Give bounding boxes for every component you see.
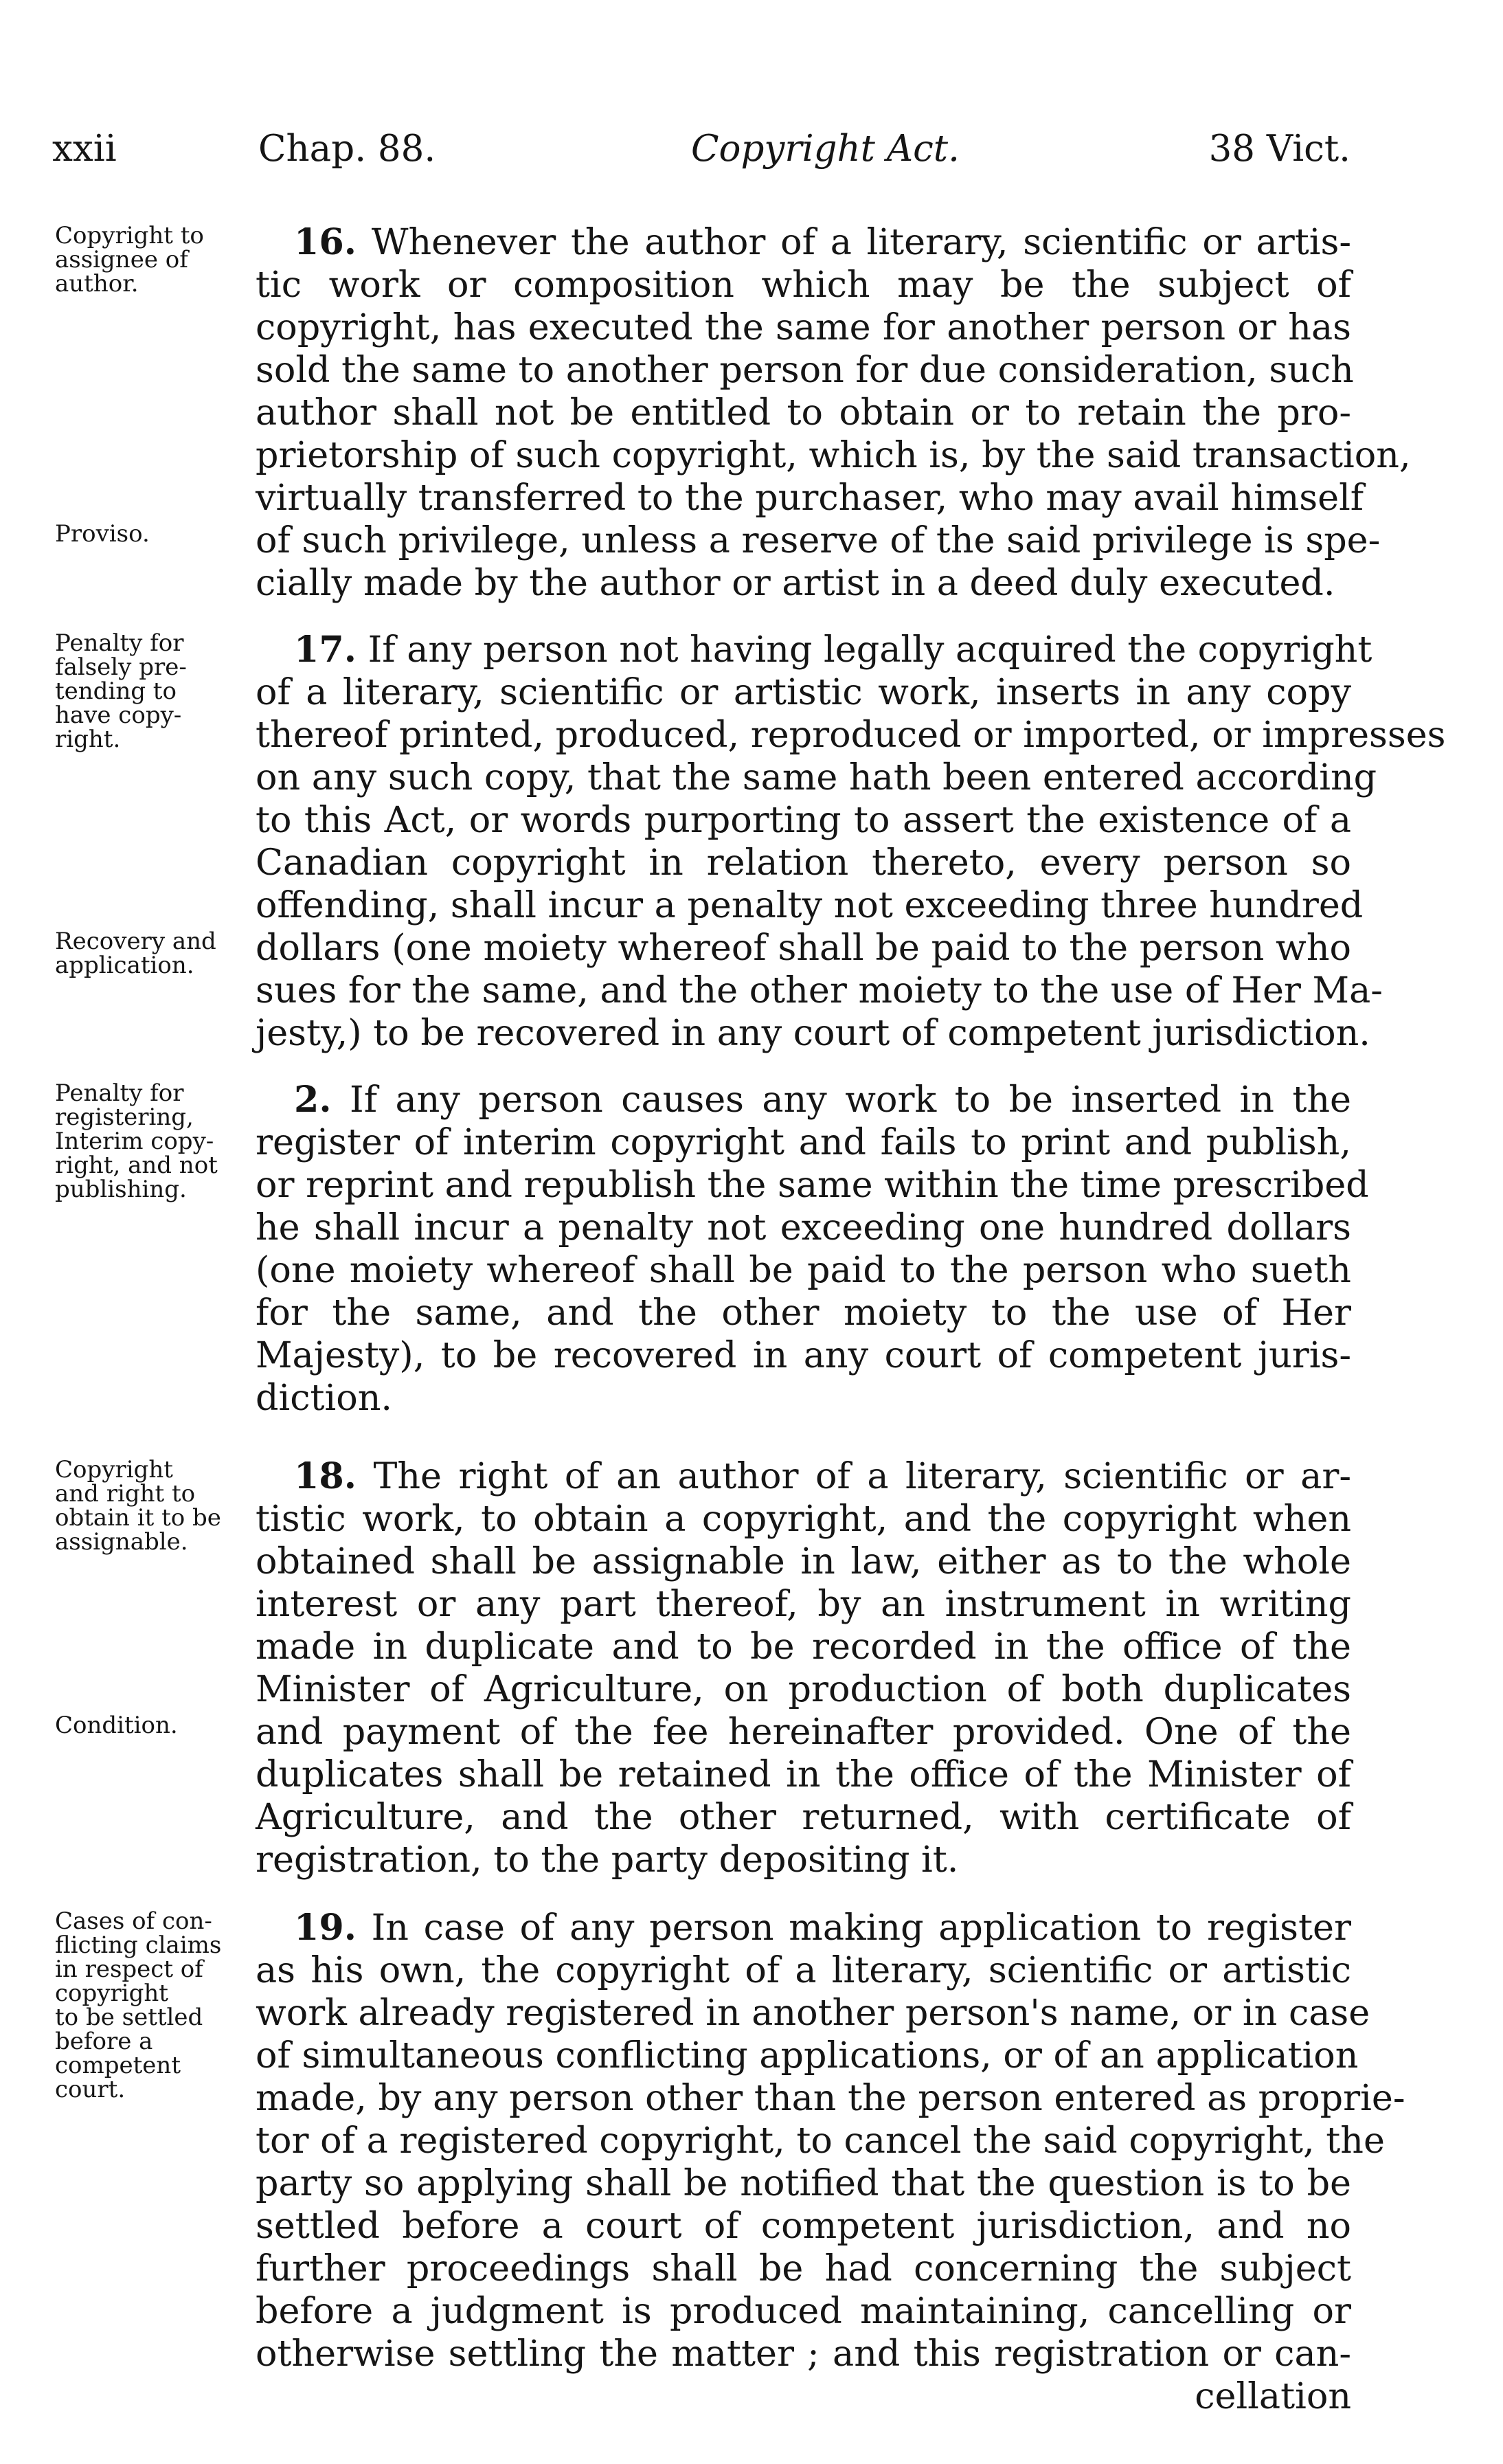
margin-note-line: Penalty for xyxy=(55,629,184,657)
text-line: or reprint and republish the same within the time prescribed xyxy=(256,1164,1369,1206)
section-first-line xyxy=(256,1907,1351,1949)
text-line: as his own, the copyright of a literary, scientific or artistic xyxy=(256,1949,1351,1991)
margin-note-line: flicting claims xyxy=(55,1931,222,1959)
text-line: Agriculture, and the other returned, with certificate of xyxy=(256,1796,1351,1838)
section-text xyxy=(256,1907,1405,2418)
regnal-year: 38 Vict. xyxy=(1208,128,1351,170)
margin-note xyxy=(55,1458,220,1554)
text-line: further proceedings shall be had concerning the subject xyxy=(256,2248,1351,2289)
margin-note xyxy=(55,1714,220,1738)
section-first-line xyxy=(256,629,1372,671)
text-line: Minister of Agriculture, on production of both duplicates xyxy=(256,1668,1351,1710)
text-line: cially made by the author or artist in a deed duly executed. xyxy=(256,562,1335,604)
text-line: obtained shall be assignable in law, either as to the whole xyxy=(256,1541,1351,1582)
text-line: for the same, and the other moiety to the use of Her xyxy=(256,1292,1351,1334)
text-line: thereof printed, produced, reproduced or imported, or impresses xyxy=(256,714,1446,756)
text-line: prietorship of such copyright, which is, by the said transaction, xyxy=(256,434,1411,476)
text-line: to this Act, or words purporting to assert the existence of a xyxy=(256,799,1351,841)
margin-note-line: Penalty for xyxy=(55,1079,184,1107)
page-number: xxii xyxy=(52,128,117,170)
margin-note xyxy=(55,224,220,296)
margin-note-line: to be settled xyxy=(55,2004,203,2031)
margin-note-line: registering, xyxy=(55,1104,194,1131)
text-line: before a judgment is produced maintaining, cancelling or xyxy=(256,2290,1351,2332)
text-line: otherwise settling the matter ; and this registration or can- xyxy=(256,2333,1351,2375)
section-first-line xyxy=(256,1455,1351,1498)
margin-note-line: Copyright to xyxy=(55,222,204,249)
margin-note-line: tending to xyxy=(55,677,177,705)
text-line: made, by any person other than the person entered as proprie- xyxy=(256,2077,1405,2119)
section-number: 18. xyxy=(294,1455,357,1497)
margin-note-line: Recovery and xyxy=(55,928,216,955)
section-number: 16. xyxy=(294,221,357,263)
text-line: author shall not be entitled to obtain or to retain the pro- xyxy=(256,392,1351,434)
text-line: (one moiety whereof shall be paid to the person who sueth xyxy=(256,1249,1351,1291)
text-line: sold the same to another person for due consideration, such xyxy=(256,349,1354,391)
section-text xyxy=(256,629,1446,1055)
section-number: 17. xyxy=(294,629,357,671)
catchword: cellation xyxy=(1195,2375,1351,2417)
text-line: dollars (one moiety whereof shall be paid to the person who xyxy=(256,927,1351,969)
text-line: Canadian copyright in relation thereto, every person so xyxy=(256,842,1351,884)
section-text xyxy=(256,1079,1369,1420)
margin-note-line: competent xyxy=(55,2052,181,2079)
text-line: tor of a registered copyright, to cancel the said copyright, the xyxy=(256,2120,1385,2162)
text-line: Whenever the author of a literary, scientific or artis- xyxy=(356,221,1351,263)
text-line: tistic work, to obtain a copyright, and the copyright when xyxy=(256,1498,1351,1540)
margin-note-line: have copy- xyxy=(55,702,182,729)
text-line: he shall incur a penalty not exceeding one hundred dollars xyxy=(256,1207,1351,1248)
text-line: and payment of the fee hereinafter provided. One of the xyxy=(256,1711,1351,1753)
text-line: Majesty), to be recovered in any court of competent juris- xyxy=(256,1334,1351,1376)
margin-note-line: and right to xyxy=(55,1480,196,1508)
text-line: diction. xyxy=(256,1377,393,1419)
margin-note-line: assignable. xyxy=(55,1528,188,1556)
text-line: The right of an author of a literary, scientific or ar- xyxy=(356,1455,1351,1497)
text-line: virtually transferred to the purchaser, who may avail himself xyxy=(256,477,1364,519)
margin-note-line: Cases of con- xyxy=(55,1907,212,1935)
margin-note-line: falsely pre- xyxy=(55,653,187,681)
margin-note-line: Interim copy- xyxy=(55,1128,214,1155)
text-line: tic work or composition which may be the subject of xyxy=(256,264,1351,306)
margin-note-line: publishing. xyxy=(55,1176,187,1203)
chapter-label: Chap. 88. xyxy=(258,128,436,170)
text-line: of simultaneous conflicting applications, or of an application xyxy=(256,2035,1359,2076)
margin-note-line: before a xyxy=(55,2028,153,2055)
section-first-line xyxy=(256,1079,1351,1121)
margin-note-line: right. xyxy=(55,726,121,753)
text-line: sues for the same, and the other moiety to the use of Her Ma- xyxy=(256,970,1383,1011)
margin-note-line: assignee of xyxy=(55,246,188,273)
text-line: interest or any part thereof, by an instrument in writing xyxy=(256,1583,1351,1625)
margin-note-line: copyright xyxy=(55,1980,168,2007)
margin-note xyxy=(55,930,220,978)
margin-note-line: right, and not xyxy=(55,1152,218,1179)
text-line: settled before a court of competent jurisdiction, and no xyxy=(256,2205,1351,2247)
margin-note-line: obtain it to be xyxy=(55,1504,221,1532)
margin-note-line: author. xyxy=(55,270,139,298)
section-number: 19. xyxy=(294,1907,357,1949)
text-line: registration, to the party depositing it. xyxy=(256,1839,959,1881)
margin-note-line: Copyright xyxy=(55,1456,173,1483)
text-line: work already registered in another person's name, or in case xyxy=(256,1992,1370,2034)
text-line: In case of any person making application to register xyxy=(356,1907,1351,1949)
margin-note-line: application. xyxy=(55,952,194,979)
section-text xyxy=(256,221,1411,605)
section-text xyxy=(256,1455,1351,1881)
text-line: offending, shall incur a penalty not exceeding three hundred xyxy=(256,884,1364,926)
section-number: 2. xyxy=(294,1079,332,1121)
text-line: of a literary, scientific or artistic work, inserts in any copy xyxy=(256,671,1351,713)
text-line: of such privilege, unless a reserve of the said privilege is spe- xyxy=(256,519,1381,561)
text-line: on any such copy, that the same hath been entered according xyxy=(256,757,1377,798)
text-line: copyright, has executed the same for another person or has xyxy=(256,306,1351,348)
margin-note xyxy=(55,631,220,752)
margin-note xyxy=(55,1079,220,1203)
running-header xyxy=(52,117,1351,179)
margin-note xyxy=(55,1909,220,2102)
text-line: duplicates shall be retained in the office of the Minister of xyxy=(256,1754,1351,1795)
text-line: jesty,) to be recovered in any court of competent jurisdiction. xyxy=(256,1012,1370,1054)
margin-note-line: Condition. xyxy=(55,1712,178,1739)
act-title: Copyright Act. xyxy=(691,128,960,170)
margin-note xyxy=(55,522,220,546)
section-first-line xyxy=(256,221,1351,264)
text-line: made in duplicate and to be recorded in the office of the xyxy=(256,1626,1351,1668)
margin-note-line: court. xyxy=(55,2076,126,2103)
margin-note-line: Proviso. xyxy=(55,520,150,548)
text-line: If any person not having legally acquired the copyright xyxy=(356,629,1372,671)
text-line: party so applying shall be notified that the question is to be xyxy=(256,2162,1351,2204)
text-line: If any person causes any work to be inserted in the xyxy=(331,1079,1351,1121)
margin-note-line: in respect of xyxy=(55,1956,203,1983)
text-line: register of interim copyright and fails to print and publish, xyxy=(256,1121,1351,1163)
